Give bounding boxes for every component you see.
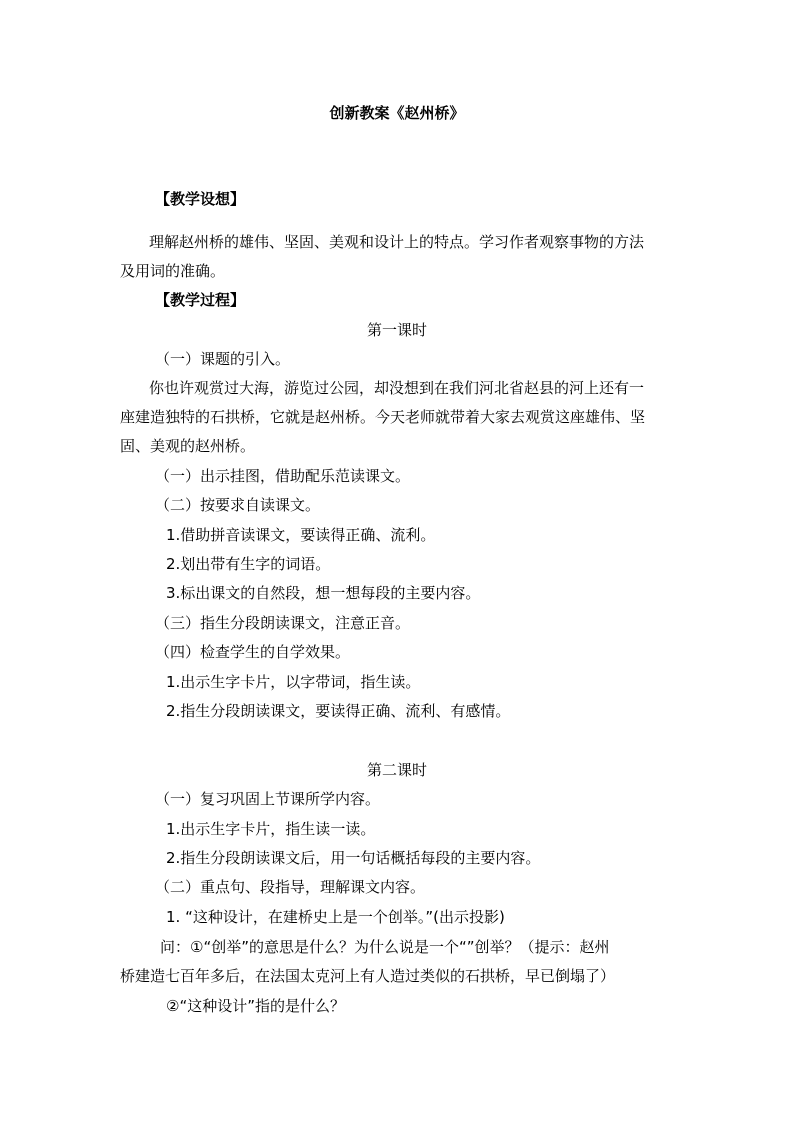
step-heading: （二）重点句、段指导，理解课文内容。: [155, 878, 426, 896]
list-item: 2.指生分段朗读课文，要读得正确、流利、有感情。: [166, 702, 511, 720]
step-heading: （一）课题的引入。: [155, 350, 291, 368]
step-heading: （一）复习巩固上节课所学内容。: [155, 790, 381, 808]
document-title: 创新教案《赵州桥》: [329, 104, 465, 122]
section-heading-process: 【教学过程】: [155, 291, 246, 309]
list-item: 1. “这种设计，在建桥史上是一个创举。”(出示投影): [166, 908, 505, 926]
paragraph-line: 理解赵州桥的雄伟、坚固、美观和设计上的特点。学习作者观察事物的方法: [149, 233, 645, 251]
lesson-title-1: 第一课时: [366, 321, 427, 339]
section-heading-design: 【教学设想】: [155, 190, 246, 208]
list-item: 2.指生分段朗读课文后，用一句话概括每段的主要内容。: [166, 849, 541, 867]
paragraph-line: 座建造独特的石拱桥，它就是赵州桥。今天老师就带着大家去观赏这座雄伟、坚: [120, 408, 646, 426]
question-line: ②“这种设计”指的是什么？: [166, 997, 345, 1015]
step-heading: （四）检查学生的自学效果。: [155, 643, 351, 661]
lesson-title-2: 第二课时: [366, 761, 427, 779]
list-item: 3.标出课文的自然段，想一想每段的主要内容。: [166, 584, 481, 602]
step-heading: （一）出示挂图，借助配乐范读课文。: [155, 467, 411, 485]
paragraph-line: 固、美观的赵州桥。: [120, 437, 256, 455]
list-item: 2.划出带有生字的词语。: [166, 555, 331, 573]
question-line: 问：①“创举”的意思是什么？为什么说是一个“”创举？（提示：赵州: [160, 938, 610, 956]
question-line: 桥建造七百年多后，在法国太克河上有人造过类似的石拱桥，早已倒塌了）: [120, 967, 616, 985]
paragraph-line: 及用词的准确。: [120, 262, 226, 280]
list-item: 1.出示生字卡片，指生读一读。: [166, 820, 376, 838]
list-item: 1.出示生字卡片，以字带词，指生读。: [166, 673, 421, 691]
paragraph-line: 你也许观赏过大海，游览过公园，却没想到在我们河北省赵县的河上还有一: [149, 379, 645, 397]
step-heading: （二）按要求自读课文。: [155, 496, 321, 514]
step-heading: （三）指生分段朗读课文，注意正音。: [155, 614, 411, 632]
list-item: 1.借助拼音读课文，要读得正确、流利。: [166, 526, 436, 544]
